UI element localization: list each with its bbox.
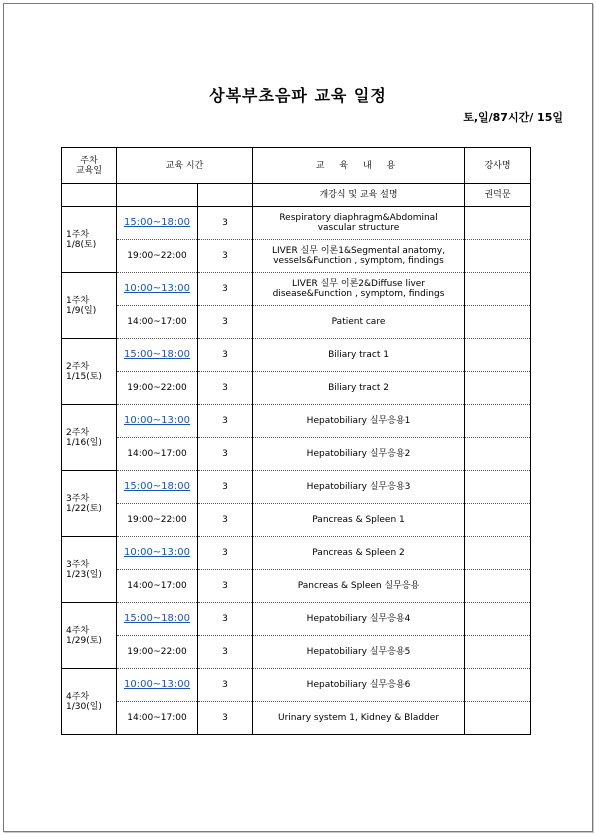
session-time-link[interactable]: 10:00~13:00	[123, 283, 190, 294]
table-row	[62, 570, 531, 603]
session-content: Patient care	[253, 306, 465, 339]
table-row	[62, 405, 531, 438]
session-hours: 3	[198, 306, 253, 339]
session-content: Hepatobiliary 실무응용2	[253, 438, 465, 471]
session-hours: 3	[198, 339, 253, 372]
session-instructor	[465, 570, 531, 603]
session-instructor	[465, 438, 531, 471]
session-time: 19:00~22:00	[127, 251, 187, 261]
schedule-table	[61, 147, 531, 735]
session-instructor	[465, 372, 531, 405]
header-time: 교육 시간	[117, 148, 253, 184]
session-time: 14:00~17:00	[127, 581, 187, 591]
session-instructor	[465, 273, 531, 306]
session-time-cell	[117, 372, 198, 405]
session-hours: 3	[198, 504, 253, 537]
session-hours: 3	[198, 603, 253, 636]
session-content: LIVER 실무 이론2&Diffuse liver disease&Function , symptom, findings	[253, 273, 465, 306]
session-time-cell	[117, 537, 198, 570]
table-row	[62, 636, 531, 669]
subheader-instructor: 권덕문	[465, 184, 531, 207]
session-time: 19:00~22:00	[127, 515, 187, 525]
session-hours: 3	[198, 570, 253, 603]
session-content: Urinary system 1, Kidney & Bladder	[253, 702, 465, 735]
session-time: 14:00~17:00	[127, 713, 187, 723]
day-label: 2주차 1/16(일)	[62, 405, 117, 471]
session-hours: 3	[198, 273, 253, 306]
table-row	[62, 273, 531, 306]
session-content: Biliary tract 2	[253, 372, 465, 405]
session-content: Pancreas & Spleen 실무응용	[253, 570, 465, 603]
table-subheader-row	[62, 184, 531, 207]
session-time-cell	[117, 669, 198, 702]
subheader-content: 개강식 및 교육 설명	[253, 184, 465, 207]
session-hours: 3	[198, 438, 253, 471]
day-label: 3주차 1/23(일)	[62, 537, 117, 603]
session-time-link[interactable]: 15:00~18:00	[123, 217, 190, 228]
session-instructor	[465, 603, 531, 636]
session-time-cell	[117, 636, 198, 669]
session-instructor	[465, 405, 531, 438]
table-header-row	[62, 148, 531, 184]
session-content: Respiratory diaphragm&Abdominal vascular structure	[253, 207, 465, 240]
session-instructor	[465, 636, 531, 669]
table-row	[62, 471, 531, 504]
table-row	[62, 306, 531, 339]
table-row	[62, 702, 531, 735]
session-instructor	[465, 669, 531, 702]
session-hours: 3	[198, 471, 253, 504]
session-time-link[interactable]: 15:00~18:00	[123, 613, 190, 624]
session-hours: 3	[198, 207, 253, 240]
session-time-cell	[117, 570, 198, 603]
session-time-cell	[117, 471, 198, 504]
session-instructor	[465, 207, 531, 240]
session-content: Hepatobiliary 실무응용5	[253, 636, 465, 669]
subheader-blank-time	[117, 184, 198, 207]
day-label: 3주차 1/22(토)	[62, 471, 117, 537]
session-instructor	[465, 702, 531, 735]
session-content: Hepatobiliary 실무응용4	[253, 603, 465, 636]
session-content: Hepatobiliary 실무응용6	[253, 669, 465, 702]
session-hours: 3	[198, 405, 253, 438]
session-instructor	[465, 504, 531, 537]
table-row	[62, 603, 531, 636]
session-time: 19:00~22:00	[127, 647, 187, 657]
session-instructor	[465, 306, 531, 339]
session-time-cell	[117, 504, 198, 537]
session-time-cell	[117, 306, 198, 339]
day-label: 4주차 1/29(토)	[62, 603, 117, 669]
table-row	[62, 207, 531, 240]
day-label: 2주차 1/15(토)	[62, 339, 117, 405]
session-instructor	[465, 339, 531, 372]
table-row	[62, 504, 531, 537]
session-hours: 3	[198, 537, 253, 570]
table-row	[62, 339, 531, 372]
document-title: 상복부초음파 교육 일정	[209, 86, 387, 105]
table-row	[62, 669, 531, 702]
session-hours: 3	[198, 636, 253, 669]
session-time-cell	[117, 405, 198, 438]
subheader-blank-hours	[198, 184, 253, 207]
day-label: 1주차 1/9(일)	[62, 273, 117, 339]
header-content: 교 육 내 용	[253, 148, 465, 184]
day-label: 1주차 1/8(토)	[62, 207, 117, 273]
session-instructor	[465, 471, 531, 504]
session-hours: 3	[198, 240, 253, 273]
session-content: Hepatobiliary 실무응용3	[253, 471, 465, 504]
table-row	[62, 438, 531, 471]
session-time-link[interactable]: 10:00~13:00	[123, 547, 190, 558]
session-hours: 3	[198, 372, 253, 405]
session-content: Pancreas & Spleen 1	[253, 504, 465, 537]
session-instructor	[465, 537, 531, 570]
session-hours: 3	[198, 669, 253, 702]
session-instructor	[465, 240, 531, 273]
session-time-cell	[117, 240, 198, 273]
session-time: 19:00~22:00	[127, 383, 187, 393]
session-time-cell	[117, 438, 198, 471]
session-content: LIVER 실무 이론1&Segmental anatomy, vessels&Function , symptom, findings	[253, 240, 465, 273]
table-row	[62, 240, 531, 273]
session-time-link[interactable]: 10:00~13:00	[123, 679, 190, 690]
session-content: Biliary tract 1	[253, 339, 465, 372]
session-content: Hepatobiliary 실무응용1	[253, 405, 465, 438]
day-label: 4주차 1/30(일)	[62, 669, 117, 735]
session-content: Pancreas & Spleen 2	[253, 537, 465, 570]
session-time-link[interactable]: 15:00~18:00	[123, 481, 190, 492]
table-row	[62, 537, 531, 570]
session-time-cell	[117, 603, 198, 636]
session-time-cell	[117, 273, 198, 306]
header-date: 주차 교육일	[62, 148, 117, 184]
session-time-link[interactable]: 10:00~13:00	[123, 415, 190, 426]
session-time: 14:00~17:00	[127, 317, 187, 327]
session-time-cell	[117, 339, 198, 372]
session-hours: 3	[198, 702, 253, 735]
document-subtitle: 토,일/87시간/ 15일	[463, 111, 563, 124]
session-time-cell	[117, 702, 198, 735]
session-time-link[interactable]: 15:00~18:00	[123, 349, 190, 360]
subheader-blank-date	[62, 184, 117, 207]
session-time-cell	[117, 207, 198, 240]
session-time: 14:00~17:00	[127, 449, 187, 459]
header-instructor: 강사명	[465, 148, 531, 184]
table-row	[62, 372, 531, 405]
